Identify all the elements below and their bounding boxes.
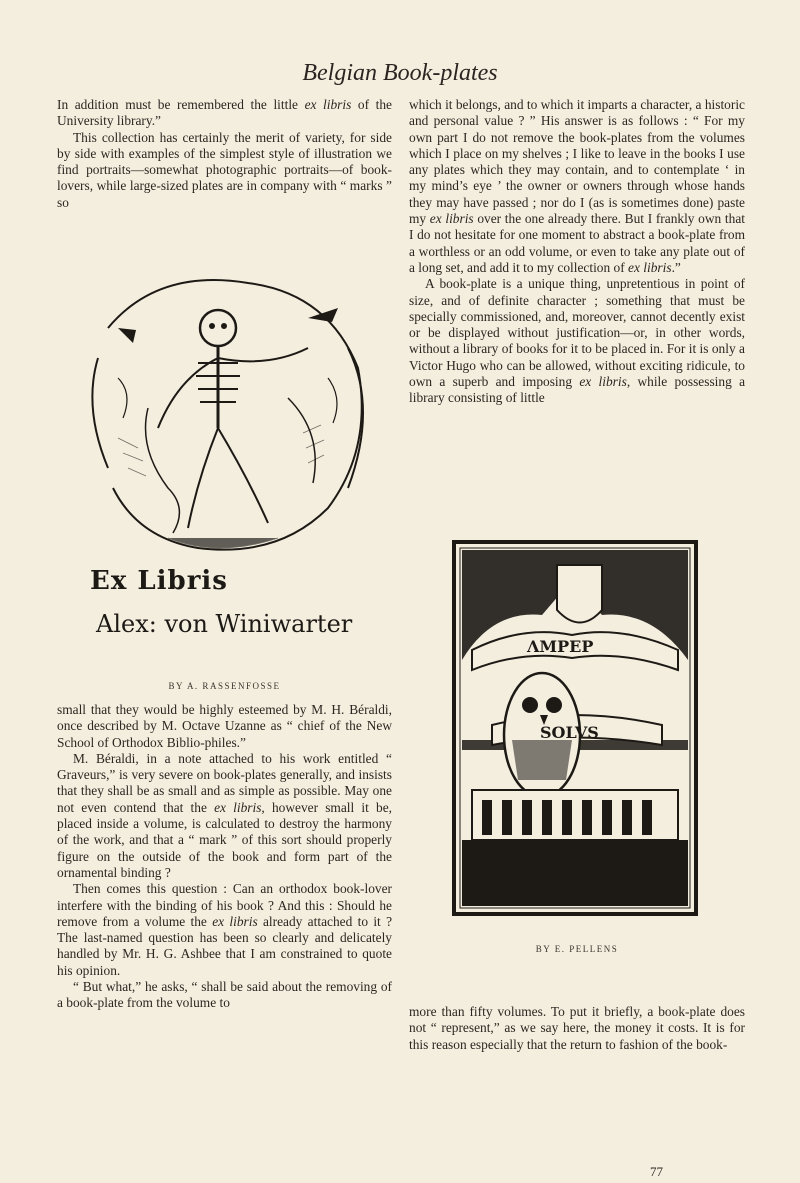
plate-banner-top-lettering: ΛΜΡΕΡ bbox=[527, 637, 594, 656]
running-head: Belgian Book-plates bbox=[302, 60, 498, 86]
skeleton-bookplate-illustration bbox=[78, 258, 374, 658]
paragraph: more than fifty volumes. To put it briefly, a book-plate does not “ represent,” as we say here, the money it costs. It is for this reason especially that the return to fashion of the book- bbox=[409, 1004, 745, 1052]
paragraph: “ But what,” he asks, “ shall be said about the removing of a book-plate from the volume to bbox=[57, 979, 392, 1011]
page-number: 77 bbox=[650, 1164, 663, 1179]
right-column-bottom bbox=[409, 1004, 745, 1053]
paragraph: which it belongs, and to which it imparts a character, a historic and personal value ? ” His answer is as follows : “ For my own part I do not remove the book-plates from the volumes which I place on my shelves ; I like to leave in the books I use any plates which they may contain, and to contemplate ‘ in my mind’s eye ’ the owner or owners through whose hands they may have passed ; nor do I (as is sometimes done) paste my ex libris over the one already there. But I frankly own that I do not hesitate for one moment to abstract a book-plate from a worthless or an odd volume, or even to take any plate out of a long set, and add it to my collection of ex libris.” bbox=[409, 97, 745, 275]
owner-name-lettering: Alex: von Winiwarter bbox=[96, 610, 353, 638]
paragraph: Then comes this question : Can an orthodox book-lover interfere with the binding of his book ? And this : Should he remove from a volume the ex libris already attached to it ? The last-named question has been so clearly and delicately handled by Mr. H. G. Ashbee that I am constrained to quote his opinion. bbox=[57, 881, 393, 978]
right-column-top bbox=[409, 97, 745, 407]
ex-libris-lettering: Ex Libris bbox=[90, 566, 228, 596]
left-column-bottom bbox=[57, 702, 392, 1012]
left-plate-caption: BY A. RASSENFOSSE bbox=[168, 681, 281, 691]
paragraph: small that they would be highly esteemed by M. H. Béraldi, once described by M. Octave Uzanne as “ chief of the New School of Orthodox Biblio-philes.” bbox=[57, 702, 392, 750]
paragraph: M. Béraldi, in a note attached to his work entitled “ Graveurs,” is very severe on book-plates generally, and insists that they shall be as small and as simple as possible. May one not even contend that the ex libris, however small it be, placed inside a volume, is calculated to destroy the harmony of the work, and that a “ mark ” of this sort should properly figure on the outside of the book and form part of the ornamental binding ? bbox=[57, 750, 392, 880]
paragraph: This collection has certainly the merit of variety, for side by side with examples of the simplest style of illustration we find portraits—somewhat photographic portraits—of book-lovers, while large-sized plates are in company with “ marks ” so bbox=[57, 129, 392, 210]
plate-banner-mid-lettering: SOLVS bbox=[540, 723, 599, 742]
paragraph: In addition must be remembered the little ex libris of the University library.” bbox=[57, 97, 392, 129]
right-plate-caption: BY E. PELLENS bbox=[535, 944, 619, 954]
paragraph: A book-plate is a unique thing, unpretentious in point of size, and of definite character ; something that must be specially commissioned, and, moreover, cannot decently exist or be displayed without justification—or, in other words, without a library of books for it to be placed in. For it is only a Victor Hugo who can be allowed, without exciting ridicule, to own a superb and imposing ex libris, while possessing a library consisting of little bbox=[409, 276, 746, 406]
owl-bookplate-illustration bbox=[452, 540, 698, 916]
left-column-top bbox=[57, 97, 392, 211]
